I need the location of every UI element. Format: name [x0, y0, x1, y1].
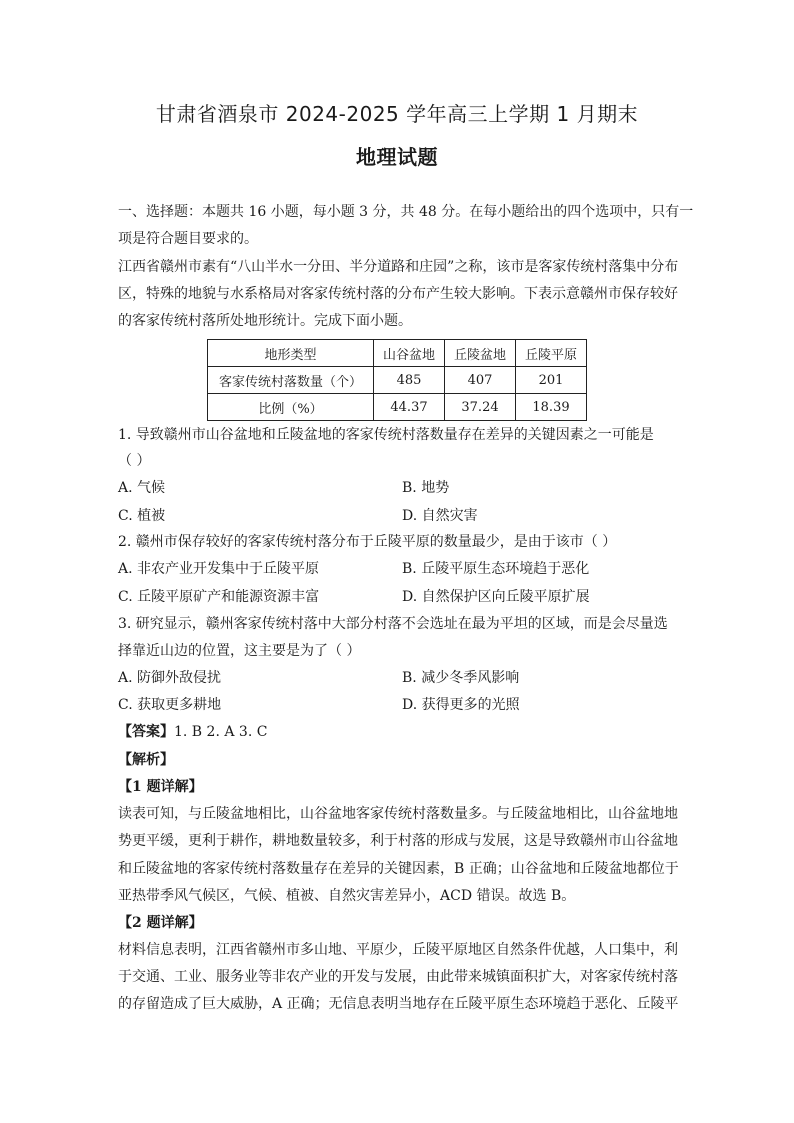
table-cell: 485 [374, 367, 445, 394]
table-cell: 44.37 [374, 394, 445, 421]
question-3-stem: 3. 研究显示，赣州客家传统村落中大部分村落不会选址在最为平坦的区域，而是会尽量选 [118, 616, 668, 632]
table-cell: 18.39 [516, 394, 587, 421]
table-header-cell: 山谷盆地 [374, 340, 445, 367]
question-3-option-d: D. 获得更多的光照 [402, 697, 520, 713]
question-3-option-a: A. 防御外敌侵扰 [118, 670, 222, 686]
analysis-label: 【解析】 [118, 752, 174, 768]
question-1-option-b: B. 地势 [402, 480, 450, 496]
question-3-option-c: C. 获取更多耕地 [118, 697, 222, 713]
question-2-option-b: B. 丘陵平原生态环境趋于恶化 [402, 561, 590, 577]
detail-1-text: 亚热带季风气候区，气候、植被、自然灾害差异小，ACD 错误。故选 B。 [118, 888, 576, 904]
detail-1-text: 读表可知，与丘陵盆地相比，山谷盆地客家传统村落数量多。与丘陵盆地相比，山谷盆地地 [118, 806, 678, 822]
detail-2-text: 材料信息表明，江西省赣州市多山地、平原少，丘陵平原地区自然条件优越，人口集中，利 [118, 942, 678, 958]
question-2-stem: 2. 赣州市保存较好的客家传统村落分布于丘陵平原的数量最少，是由于该市（ ） [118, 534, 617, 550]
table-header-cell: 丘陵平原 [516, 340, 587, 367]
detail-2-text: 的存留造成了巨大威胁，A 正确；无信息表明当地存在丘陵平原生态环境趋于恶化、丘陵平 [118, 996, 679, 1012]
section-instructions: 一、选择题：本题共 16 小题，每小题 3 分，共 48 分。在每小题给出的四个选项中，只有一 [118, 204, 694, 220]
section-instructions-cont: 项是符合题目要求的。 [118, 231, 258, 247]
table-cell: 比例（%） [208, 394, 374, 421]
table-header-row [208, 340, 587, 367]
question-1-stem: 1. 导致赣州市山谷盆地和丘陵盆地的客家传统村落数量存在差异的关键因素之一可能是 [118, 427, 654, 443]
detail-1-text: 势更平缓，更利于耕作，耕地数量较多，利于村落的形成与发展，这是导致赣州市山谷盆地 [118, 833, 678, 849]
document-subtitle: 地理试题 [356, 145, 438, 169]
detail-2-text: 于交通、工业、服务业等非农产业的开发与发展，由此带来城镇面积扩大，对客家传统村落 [118, 969, 678, 985]
material-text: 的客家传统村落所处地形统计。完成下面小题。 [118, 313, 412, 329]
question-3-option-b: B. 减少冬季风影响 [402, 670, 520, 686]
material-text: 江西省赣州市素有“八山半水一分田、半分道路和庄园”之称，该市是客家传统村落集中分布 [118, 259, 679, 275]
answer-text: 1. B 2. A 3. C [174, 724, 268, 740]
detail-2-label: 【2 题详解】 [118, 915, 203, 931]
answer-label: 【答案】 [118, 724, 174, 740]
question-2-option-d: D. 自然保护区向丘陵平原扩展 [402, 589, 590, 605]
detail-1-text: 和丘陵盆地的客家传统村落数量存在差异的关键因素，B 正确；山谷盆地和丘陵盆地都位于 [118, 861, 679, 877]
question-3-stem-cont: 择靠近山边的位置，这主要是为了（ ） [118, 643, 361, 659]
question-1-option-a: A. 气候 [118, 480, 166, 496]
question-2-option-a: A. 非农产业开发集中于丘陵平原 [118, 561, 320, 577]
question-1-option-c: C. 植被 [118, 508, 166, 524]
question-1-option-d: D. 自然灾害 [402, 508, 478, 524]
table-row [208, 367, 587, 394]
table-header-cell: 地形类型 [208, 340, 374, 367]
table-cell: 407 [445, 367, 516, 394]
table-header-cell: 丘陵盆地 [445, 340, 516, 367]
table-cell: 37.24 [445, 394, 516, 421]
material-text: 区，特殊的地貌与水系格局对客家传统村落的分布产生较大影响。下表示意赣州市保存较好 [118, 286, 678, 302]
question-2-option-c: C. 丘陵平原矿产和能源资源丰富 [118, 589, 320, 605]
question-1-stem-cont: （ ） [118, 453, 151, 469]
document-title: 甘肃省酒泉市 2024-2025 学年高三上学期 1 月期末 [155, 102, 639, 126]
table-cell: 客家传统村落数量（个） [208, 367, 374, 394]
table-row [208, 394, 587, 421]
table-cell: 201 [516, 367, 587, 394]
terrain-statistics-table [207, 339, 587, 421]
answer-line [118, 723, 678, 741]
detail-1-label: 【1 题详解】 [118, 779, 203, 795]
